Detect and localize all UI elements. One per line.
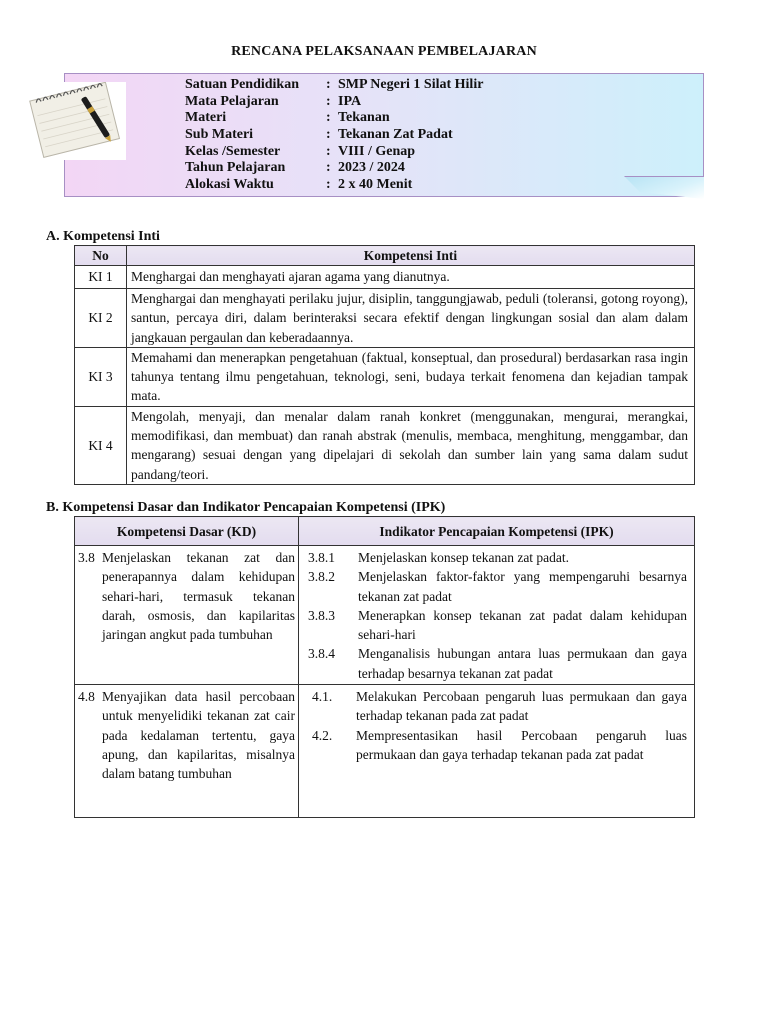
- identity-colon: :: [326, 77, 331, 92]
- table-row: [75, 347, 695, 406]
- kd-text: Menyajikan data hasil percobaan untuk menyelidiki tekanan zat cair pada kedalaman tertentu, gaya apung, dan kapilaritas, misalnya dalam batang tumbuhan: [102, 689, 295, 782]
- col-ipk-header: Indikator Pencapaian Kompetensi (IPK): [299, 517, 695, 546]
- ipk-text: Menganalisis hubungan antara luas permukaan dan gaya terhadap besarnya tekanan zat padat: [358, 646, 687, 681]
- kd-text: Menjelaskan tekanan zat dan penerapannya dalam kehidupan sehari-hari, termasuk tekanan darah, osmosis, dan kapilaritas jaringan angkut pada tumbuhan: [102, 550, 295, 643]
- identity-row: [185, 77, 483, 94]
- identity-value: 2 x 40 Menit: [338, 177, 413, 193]
- ki-description: Memahami dan menerapkan pengetahuan (faktual, konseptual, dan prosedural) berdasarkan rasa ingin tahunya tentang ilmu pengetahuan, teknologi, seni, budaya terkait fenomena dan kejadian tampak mata.: [127, 347, 695, 406]
- identity-colon: :: [326, 160, 331, 176]
- ipk-text: Melakukan Percobaan pengaruh luas permukaan dan gaya terhadap tekanan pada zat padat: [356, 689, 687, 724]
- ipk-text: Mempresentasikan hasil Percobaan pengaruh luas permukaan dan gaya terhadap tekanan pada zat padat: [356, 727, 687, 762]
- col-ki-header: Kompetensi Inti: [127, 246, 695, 266]
- ipk-number: 4.2.: [312, 727, 333, 743]
- table-row: [75, 685, 695, 818]
- ki-description: Menghargai dan menghayati ajaran agama yang dianutnya.: [127, 266, 695, 289]
- identity-row: [185, 144, 483, 161]
- ipk-number: 4.1.: [312, 689, 333, 705]
- identity-value: VIII / Genap: [338, 143, 416, 159]
- ki-description: Mengolah, menyaji, dan menalar dalam ranah konkret (menggunakan, mengurai, merangkai, memodifikasi, dan membuat) dan ranah abstrak (menulis, membaca, menghitung, menggambar, dan mengarang) sesuai dengan yang dipelajari di sekolah dan sumber lain yang sama dalam sudut pandang/teori.: [127, 406, 695, 484]
- ipk-item: [300, 726, 693, 765]
- ipk-item: [300, 548, 693, 567]
- ki-number: KI 3: [75, 347, 127, 406]
- identity-label: Mata Pelajaran: [185, 93, 279, 109]
- ipk-text: Menjelaskan faktor-faktor yang mempengaruhi besarnya tekanan zat padat: [358, 569, 687, 604]
- ipk-number: 3.8.1: [308, 550, 335, 565]
- identity-row: [185, 94, 483, 111]
- kd-number: 3.8: [78, 550, 95, 565]
- ipk-item: [300, 644, 693, 683]
- identity-colon: :: [326, 143, 331, 159]
- section-a-heading: A. Kompetensi Inti: [46, 229, 160, 244]
- table-row: [75, 406, 695, 484]
- identity-colon: :: [326, 93, 331, 109]
- ipk-number: 3.8.2: [308, 569, 335, 585]
- col-kd-header: Kompetensi Dasar (KD): [75, 517, 299, 546]
- ipk-number: 3.8.4: [308, 646, 335, 662]
- identity-row: [185, 177, 483, 194]
- table-row: [75, 266, 695, 289]
- identity-row: [185, 160, 483, 177]
- kd-ipk-table: [74, 516, 695, 818]
- identity-colon: :: [326, 127, 331, 143]
- identity-label: Alokasi Waktu: [185, 177, 274, 193]
- ki-description: Menghargai dan menghayati perilaku jujur, disiplin, tanggungjawab, peduli (toleransi, gotong royong), santun, percaya diri, dalam berinteraksi secara efektif dengan lingkungan sosial dan alam dalam jangkauan pergaulan dan keberadaannya.: [127, 289, 695, 348]
- document-title: RENCANA PELAKSANAAN PEMBELAJARAN: [231, 44, 537, 59]
- section-b-heading: B. Kompetensi Dasar dan Indikator Pencapaian Kompetensi (IPK): [46, 500, 446, 515]
- identity-value: Tekanan: [338, 110, 390, 126]
- ipk-item: [300, 606, 693, 645]
- identity-value: IPA: [338, 93, 362, 109]
- identity-label: Tahun Pelajaran: [185, 160, 286, 176]
- identity-label: Kelas /Semester: [185, 143, 281, 159]
- identity-value: Tekanan Zat Padat: [338, 127, 453, 143]
- ipk-cell: [299, 685, 695, 818]
- ki-number: KI 2: [75, 289, 127, 348]
- identity-value: SMP Negeri 1 Silat Hilir: [338, 77, 484, 92]
- kd-number: 4.8: [78, 689, 95, 705]
- ipk-number: 3.8.3: [308, 607, 335, 623]
- table-row: [75, 289, 695, 348]
- identity-row: [185, 127, 483, 144]
- ipk-item: [300, 567, 693, 606]
- kd-cell: [75, 546, 299, 685]
- identity-list: [185, 77, 483, 194]
- ki-number: KI 4: [75, 406, 127, 484]
- identity-colon: :: [326, 177, 331, 193]
- kompetensi-inti-table: [74, 245, 695, 485]
- ki-number: KI 1: [75, 266, 127, 289]
- identity-label: Satuan Pendidikan: [185, 77, 299, 92]
- notepad-pen-icon: [14, 82, 126, 160]
- ipk-text: Menerapkan konsep tekanan zat padat dalam kehidupan sehari-hari: [358, 607, 687, 643]
- ipk-cell: [299, 546, 695, 685]
- ipk-item: [300, 687, 693, 726]
- col-no-header: No: [75, 246, 127, 266]
- identity-colon: :: [326, 110, 331, 126]
- kd-cell: [75, 685, 299, 818]
- identity-row: [185, 110, 483, 127]
- identity-label: Materi: [185, 110, 227, 126]
- identity-value: 2023 / 2024: [338, 160, 405, 176]
- ipk-text: Menjelaskan konsep tekanan zat padat.: [358, 550, 570, 565]
- identity-label: Sub Materi: [185, 127, 254, 143]
- table-row: [75, 546, 695, 685]
